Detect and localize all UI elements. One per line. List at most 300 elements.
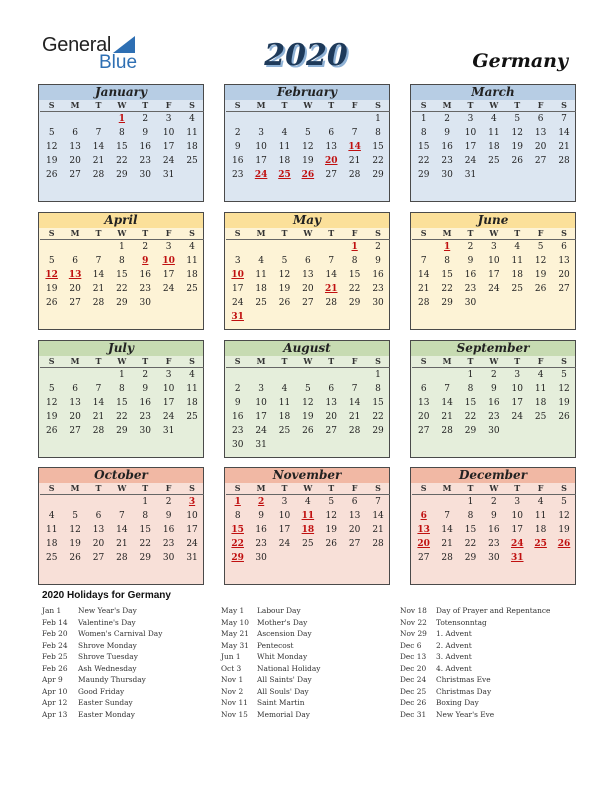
- weekday-label: W: [482, 483, 505, 495]
- day-cell: 16: [255, 525, 267, 535]
- day-cell: 2: [165, 497, 172, 507]
- day-cell: 2: [444, 114, 450, 124]
- day-cell: 25: [45, 553, 58, 563]
- day-cell: 12: [45, 142, 58, 152]
- weekday-label: S: [366, 483, 389, 495]
- day-cell: 18: [186, 270, 198, 280]
- day-cell: 12: [558, 384, 570, 394]
- day-cell: 16: [139, 398, 151, 408]
- month-november: [224, 467, 390, 585]
- weekday-label: T: [506, 356, 529, 368]
- weekday-label: T: [134, 356, 157, 368]
- holiday-name: All Saints' Day: [257, 675, 312, 684]
- day-cell: 14: [417, 270, 430, 280]
- holiday-date: Dec 24: [400, 675, 427, 684]
- day-cell: 28: [92, 298, 105, 308]
- day-cell: 18: [255, 284, 267, 294]
- day-cell: 24: [162, 284, 175, 294]
- day-cell: 11: [186, 384, 198, 394]
- day-cell: 10: [255, 142, 267, 152]
- day-cell: 29: [116, 426, 128, 436]
- day-cell: 2: [491, 497, 497, 507]
- weekday-label: S: [180, 100, 203, 112]
- year-title: 2020: [264, 38, 348, 73]
- weekday-label: S: [552, 100, 575, 112]
- empty-cell: [226, 368, 249, 382]
- day-cell: 4: [537, 370, 544, 380]
- day-cell: 13: [92, 525, 105, 535]
- day-cell: 10: [488, 256, 500, 266]
- weekday-label: T: [273, 100, 296, 112]
- day-cell: 30: [139, 170, 151, 180]
- day-cell: 18: [534, 398, 547, 408]
- holiday-day: 1: [351, 242, 358, 252]
- empty-cell: [63, 240, 86, 254]
- day-cell: 30: [231, 440, 244, 450]
- holiday-name: Day of Prayer and Repentance: [436, 606, 551, 615]
- day-cell: 29: [441, 298, 453, 308]
- day-cell: 20: [92, 539, 105, 549]
- empty-cell: [343, 368, 366, 382]
- day-cell: 28: [558, 156, 570, 166]
- weekday-label: W: [482, 356, 505, 368]
- holiday-date: Dec 6: [400, 640, 422, 650]
- day-cell: 4: [305, 497, 311, 507]
- month-september: [410, 340, 576, 458]
- holiday-name: Good Friday: [78, 686, 125, 696]
- day-cell: 4: [189, 370, 195, 380]
- day-cell: 7: [95, 128, 102, 138]
- holiday-name: Ash Wednesday: [78, 663, 137, 673]
- day-cell: 20: [325, 412, 337, 422]
- holiday-name: 1. Advent: [436, 629, 472, 638]
- holiday-date: Jun 1: [221, 652, 241, 661]
- day-cell: 19: [45, 284, 58, 294]
- holiday-day: 1: [234, 497, 241, 507]
- day-cell: 17: [162, 398, 175, 408]
- holiday-name: Totensonntag: [436, 617, 487, 627]
- day-cell: 8: [467, 511, 474, 521]
- day-cell: 11: [488, 128, 500, 138]
- weekday-label: W: [110, 100, 133, 112]
- month-title: September: [411, 341, 575, 356]
- day-cell: 6: [351, 497, 358, 507]
- holiday-date: Jan 1: [42, 606, 62, 615]
- day-cell: 1: [467, 497, 474, 507]
- day-cell: 16: [162, 525, 175, 535]
- day-cell: 22: [139, 539, 151, 549]
- day-cell: 20: [302, 284, 314, 294]
- weekday-label: S: [552, 483, 575, 495]
- weekday-label: S: [40, 100, 63, 112]
- weekday-label: F: [157, 100, 180, 112]
- day-cell: 14: [116, 525, 128, 535]
- day-cell: 11: [278, 142, 291, 152]
- day-cell: 31: [186, 553, 198, 563]
- weekday-label: T: [459, 483, 482, 495]
- day-cell: 9: [234, 142, 241, 152]
- holiday-name: 4. Advent: [436, 663, 472, 673]
- month-title: October: [39, 468, 203, 483]
- empty-cell: [226, 240, 249, 254]
- day-cell: 18: [488, 142, 500, 152]
- day-cell: 28: [348, 170, 361, 180]
- holiday-day: 1: [118, 114, 125, 124]
- weekday-label: W: [482, 228, 505, 240]
- day-cell: 13: [417, 398, 430, 408]
- weekday-label: M: [435, 356, 458, 368]
- day-cell: 28: [348, 426, 361, 436]
- day-cell: 9: [142, 384, 149, 394]
- weekday-label: F: [343, 356, 366, 368]
- day-cell: 8: [351, 256, 358, 266]
- day-cell: 12: [302, 398, 314, 408]
- day-cell: 2: [491, 370, 497, 380]
- day-grid: [225, 483, 389, 565]
- holiday-date: Feb 20: [42, 629, 68, 638]
- day-cell: 17: [162, 270, 175, 280]
- day-cell: 8: [467, 384, 474, 394]
- day-cell: 16: [464, 270, 477, 280]
- day-cell: 16: [488, 525, 500, 535]
- day-grid: [225, 100, 389, 182]
- holiday-row: [42, 663, 162, 675]
- day-grid: [225, 356, 389, 452]
- empty-cell: [87, 240, 110, 254]
- day-cell: 6: [72, 256, 78, 266]
- holiday-name: 2. Advent: [436, 640, 472, 650]
- holiday-row: [42, 628, 162, 640]
- day-cell: 5: [72, 511, 78, 521]
- holiday-name: Labour Day: [257, 606, 301, 615]
- day-cell: 28: [372, 539, 384, 549]
- day-cell: 30: [488, 553, 500, 563]
- day-cell: 20: [534, 142, 547, 152]
- weekday-label: T: [273, 356, 296, 368]
- day-cell: 20: [348, 525, 361, 535]
- day-cell: 8: [119, 384, 125, 394]
- weekday-label: W: [110, 356, 133, 368]
- day-cell: 3: [234, 256, 241, 266]
- day-cell: 15: [139, 525, 151, 535]
- day-cell: 12: [511, 128, 523, 138]
- day-cell: 14: [558, 128, 570, 138]
- day-cell: 23: [162, 539, 175, 549]
- day-cell: 23: [231, 170, 244, 180]
- day-cell: 12: [558, 511, 570, 521]
- day-cell: 11: [534, 384, 547, 394]
- day-cell: 15: [441, 270, 453, 280]
- day-cell: 22: [348, 284, 361, 294]
- day-cell: 22: [464, 412, 477, 422]
- day-cell: 19: [325, 525, 337, 535]
- day-cell: 10: [186, 511, 198, 521]
- day-cell: 14: [441, 398, 453, 408]
- month-title: March: [411, 85, 575, 100]
- holiday-day: 21: [324, 284, 338, 294]
- day-cell: 6: [305, 256, 311, 266]
- day-cell: 21: [92, 156, 105, 166]
- day-cell: 29: [417, 170, 430, 180]
- day-cell: 8: [375, 128, 381, 138]
- day-cell: 10: [464, 128, 477, 138]
- weekday-label: T: [87, 228, 110, 240]
- month-title: July: [39, 341, 203, 356]
- day-cell: 8: [119, 128, 125, 138]
- day-cell: 24: [511, 412, 523, 422]
- day-cell: 2: [375, 242, 381, 252]
- month-title: May: [225, 213, 389, 228]
- day-cell: 15: [116, 270, 128, 280]
- day-cell: 23: [441, 156, 453, 166]
- holiday-date: Nov 29: [400, 629, 427, 638]
- day-cell: 22: [417, 156, 430, 166]
- day-cell: 1: [142, 497, 149, 507]
- holiday-row: [400, 674, 550, 686]
- day-cell: 17: [464, 142, 477, 152]
- empty-cell: [63, 368, 86, 382]
- day-cell: 12: [302, 142, 314, 152]
- day-cell: 24: [162, 412, 175, 422]
- day-cell: 25: [186, 284, 198, 294]
- weekday-label: S: [40, 356, 63, 368]
- holiday-date: Nov 2: [221, 686, 244, 696]
- weekday-label: S: [412, 228, 435, 240]
- day-cell: 11: [511, 256, 523, 266]
- holiday-row: [42, 674, 162, 686]
- day-cell: 7: [95, 384, 102, 394]
- weekday-label: T: [320, 100, 343, 112]
- holiday-date: Feb 26: [42, 663, 68, 673]
- day-cell: 28: [325, 298, 337, 308]
- day-cell: 30: [255, 553, 267, 563]
- weekday-label: W: [296, 100, 319, 112]
- day-cell: 2: [142, 370, 149, 380]
- holidays-title: 2020 Holidays for Germany: [42, 590, 171, 601]
- day-cell: 21: [417, 284, 430, 294]
- day-cell: 4: [189, 242, 195, 252]
- day-cell: 7: [119, 511, 125, 521]
- weekday-label: S: [412, 483, 435, 495]
- day-cell: 4: [537, 497, 544, 507]
- day-cell: 17: [162, 142, 175, 152]
- day-cell: 8: [420, 128, 427, 138]
- month-october: [38, 467, 204, 585]
- weekday-label: M: [63, 100, 86, 112]
- holiday-date: Nov 22: [400, 617, 427, 627]
- day-cell: 27: [69, 170, 81, 180]
- day-cell: 24: [231, 298, 244, 308]
- day-cell: 21: [348, 156, 361, 166]
- holiday-date: Dec 25: [400, 686, 427, 696]
- weekday-label: W: [110, 483, 133, 495]
- weekday-label: F: [343, 228, 366, 240]
- day-cell: 7: [375, 497, 381, 507]
- day-cell: 21: [116, 539, 128, 549]
- weekday-label: M: [249, 356, 272, 368]
- empty-cell: [412, 368, 435, 382]
- holiday-name: National Holiday: [257, 663, 321, 673]
- holiday-row: [221, 617, 320, 629]
- day-cell: 15: [372, 142, 384, 152]
- day-cell: 8: [444, 256, 450, 266]
- weekday-label: F: [529, 356, 552, 368]
- day-grid: [411, 228, 575, 310]
- holiday-row: [42, 697, 162, 709]
- weekday-label: F: [157, 228, 180, 240]
- holiday-name: Christmas Day: [436, 686, 492, 696]
- day-cell: 4: [189, 114, 195, 124]
- day-cell: 17: [511, 525, 523, 535]
- holiday-date: May 10: [221, 617, 249, 627]
- day-cell: 24: [162, 156, 175, 166]
- day-cell: 26: [302, 426, 314, 436]
- day-cell: 18: [186, 142, 198, 152]
- holiday-name: Women's Carnival Day: [78, 629, 163, 638]
- day-cell: 15: [464, 525, 477, 535]
- day-cell: 1: [119, 242, 125, 252]
- day-cell: 17: [278, 525, 291, 535]
- day-cell: 27: [417, 426, 430, 436]
- holidays-column: [400, 605, 550, 720]
- empty-cell: [87, 112, 110, 126]
- day-cell: 7: [444, 511, 450, 521]
- holiday-date: May 1: [221, 606, 245, 615]
- holiday-day: 25: [534, 539, 547, 549]
- holiday-row: [400, 640, 550, 652]
- holiday-day: 20: [417, 539, 430, 549]
- day-cell: 27: [558, 284, 570, 294]
- holiday-date: Dec 31: [400, 709, 427, 719]
- day-cell: 23: [464, 284, 477, 294]
- day-cell: 25: [278, 426, 291, 436]
- day-cell: 27: [348, 539, 361, 549]
- day-cell: 10: [162, 384, 175, 394]
- month-title: December: [411, 468, 575, 483]
- month-january: [38, 84, 204, 202]
- day-cell: 28: [116, 553, 128, 563]
- day-cell: 5: [48, 128, 55, 138]
- empty-cell: [40, 240, 63, 254]
- holiday-day: 24: [254, 170, 268, 180]
- day-cell: 11: [186, 128, 198, 138]
- empty-cell: [87, 495, 110, 509]
- day-cell: 24: [186, 539, 198, 549]
- weekday-label: W: [296, 483, 319, 495]
- holiday-row: [400, 617, 550, 629]
- country-title: Germany: [472, 50, 568, 72]
- day-cell: 20: [69, 412, 81, 422]
- holiday-day: 22: [231, 539, 244, 549]
- day-cell: 23: [231, 426, 244, 436]
- brand-blue-text: Blue: [99, 52, 138, 73]
- day-cell: 23: [139, 284, 151, 294]
- day-grid: [411, 483, 575, 565]
- day-cell: 24: [488, 284, 500, 294]
- day-cell: 30: [372, 298, 384, 308]
- day-cell: 19: [302, 156, 314, 166]
- empty-cell: [110, 495, 133, 509]
- day-cell: 18: [511, 270, 523, 280]
- day-cell: 19: [69, 539, 81, 549]
- day-cell: 3: [258, 128, 264, 138]
- weekday-label: F: [529, 483, 552, 495]
- empty-cell: [296, 112, 319, 126]
- holiday-name: Maundy Thursday: [78, 675, 146, 684]
- day-cell: 13: [302, 270, 314, 280]
- day-cell: 23: [139, 156, 151, 166]
- day-cell: 18: [534, 525, 547, 535]
- weekday-label: W: [482, 100, 505, 112]
- holiday-date: Apr 10: [42, 686, 68, 696]
- day-grid: [411, 356, 575, 438]
- day-cell: 9: [444, 128, 450, 138]
- holiday-row: [221, 640, 320, 652]
- day-cell: 21: [92, 412, 105, 422]
- day-cell: 25: [511, 284, 523, 294]
- day-cell: 6: [328, 128, 335, 138]
- holiday-day: 12: [45, 270, 58, 280]
- holiday-date: Feb 25: [42, 652, 68, 661]
- day-cell: 2: [142, 114, 149, 124]
- day-cell: 10: [255, 398, 267, 408]
- holiday-day: 31: [231, 312, 244, 322]
- holiday-name: Boxing Day: [436, 698, 479, 707]
- day-cell: 31: [162, 170, 175, 180]
- day-cell: 17: [255, 156, 267, 166]
- day-cell: 30: [139, 426, 151, 436]
- day-cell: 16: [488, 398, 500, 408]
- weekday-label: W: [296, 228, 319, 240]
- day-cell: 11: [45, 525, 58, 535]
- holiday-day: 18: [301, 525, 315, 535]
- day-cell: 25: [186, 156, 198, 166]
- holiday-row: [221, 709, 320, 721]
- weekday-label: T: [459, 228, 482, 240]
- day-cell: 17: [231, 284, 244, 294]
- weekday-label: T: [134, 228, 157, 240]
- day-cell: 7: [95, 256, 102, 266]
- day-cell: 6: [537, 114, 544, 124]
- holiday-name: Mother's Day: [257, 617, 308, 627]
- empty-cell: [273, 112, 296, 126]
- weekday-label: T: [320, 356, 343, 368]
- day-cell: 12: [534, 256, 547, 266]
- holiday-date: Oct 3: [221, 663, 242, 673]
- empty-cell: [63, 112, 86, 126]
- day-cell: 4: [281, 128, 288, 138]
- day-cell: 29: [139, 553, 151, 563]
- day-cell: 22: [372, 156, 384, 166]
- day-cell: 26: [45, 298, 58, 308]
- weekday-label: M: [435, 483, 458, 495]
- day-cell: 17: [511, 398, 523, 408]
- holiday-day: 6: [420, 511, 427, 521]
- day-cell: 13: [69, 398, 81, 408]
- holiday-row: [400, 628, 550, 640]
- day-cell: 5: [561, 370, 567, 380]
- month-december: [410, 467, 576, 585]
- weekday-label: S: [226, 100, 249, 112]
- weekday-label: T: [273, 228, 296, 240]
- weekday-label: T: [134, 483, 157, 495]
- day-grid: [39, 483, 203, 565]
- holiday-row: [221, 697, 320, 709]
- day-cell: 15: [116, 142, 128, 152]
- day-cell: 10: [511, 384, 523, 394]
- holiday-day: 1: [443, 242, 451, 252]
- holiday-date: Dec 13: [400, 652, 427, 661]
